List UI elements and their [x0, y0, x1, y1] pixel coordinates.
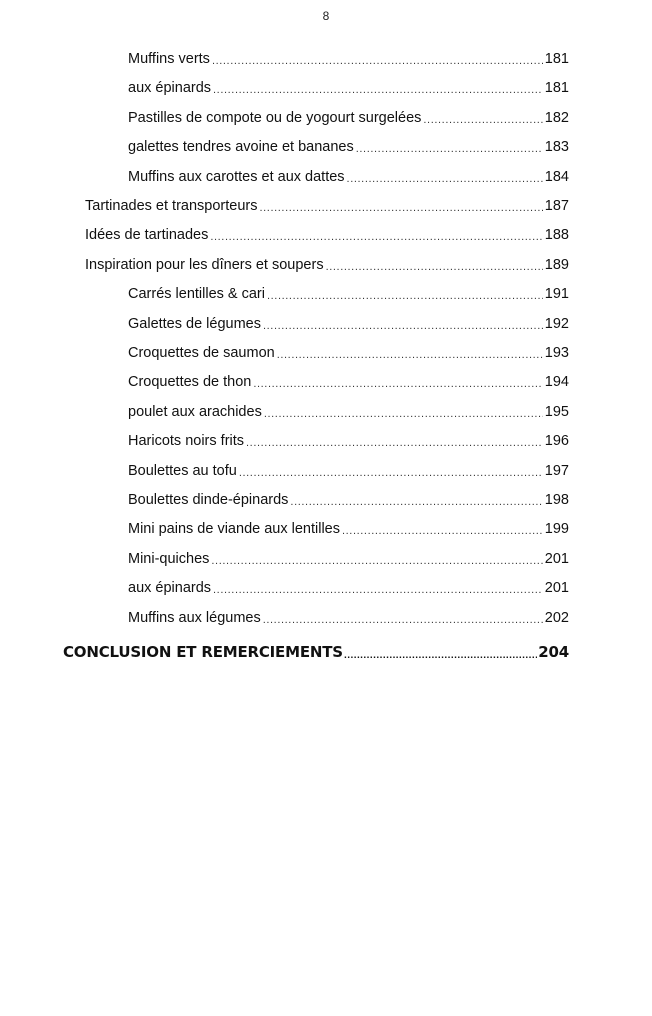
toc-entry-page: 182 [544, 110, 569, 126]
toc-entry-page: 201 [544, 551, 569, 567]
page-number: 8 [322, 9, 330, 23]
dot-leader [347, 171, 543, 187]
toc-entry[interactable] [128, 490, 569, 510]
toc-entry-title: CONCLUSION ET REMERCIEMENTS [63, 643, 343, 661]
dot-leader [213, 82, 543, 98]
dot-leader [210, 229, 542, 245]
dot-leader [253, 376, 542, 392]
dot-leader [344, 649, 537, 663]
toc-entry-title: Pastilles de compote ou de yogourt surgelées [128, 110, 422, 126]
toc-entry[interactable] [128, 608, 569, 628]
dot-leader [267, 288, 543, 304]
toc-entry-page: 196 [544, 433, 569, 449]
toc-entry-title: Boulettes dinde-épinards [128, 492, 289, 508]
dot-leader [326, 259, 543, 275]
toc-entry-title: Muffins verts [128, 51, 210, 67]
toc-entry[interactable] [85, 225, 569, 245]
toc-entry-conclusion[interactable] [63, 641, 569, 663]
toc-entry[interactable] [128, 519, 569, 539]
toc-entry-page: 193 [544, 345, 569, 361]
toc-entry[interactable] [128, 78, 569, 98]
toc-entry[interactable] [128, 284, 569, 304]
toc-entry-page: 197 [544, 463, 569, 479]
toc-entry-title: Boulettes au tofu [128, 463, 237, 479]
toc-entry-page: 204 [538, 643, 569, 661]
dot-leader [342, 523, 543, 539]
toc-entry[interactable] [128, 549, 569, 569]
toc-entry[interactable] [128, 108, 569, 128]
toc-entry-page: 188 [544, 227, 569, 243]
dot-leader [239, 465, 543, 481]
toc-entry-title: Carrés lentilles & cari [128, 286, 265, 302]
toc-entry-page: 181 [544, 51, 569, 67]
toc-entry-title: Idées de tartinades [85, 227, 209, 243]
dot-leader [212, 53, 543, 69]
toc-entry[interactable] [128, 343, 569, 363]
toc-entry-page: 201 [544, 580, 569, 596]
toc-entry-page: 192 [544, 316, 569, 332]
toc-entry-page: 202 [544, 610, 569, 626]
toc-entry-title: aux épinards [128, 580, 212, 596]
toc-entry-title: aux épinards [128, 80, 212, 96]
toc-entry-title: Muffins aux légumes [128, 610, 261, 626]
toc-entry-title: galettes tendres avoine et bananes [128, 139, 354, 155]
dot-leader [277, 347, 543, 363]
toc-entry[interactable] [128, 167, 569, 187]
toc-entry-title: Galettes de légumes [128, 316, 261, 332]
toc-entry-title: Mini pains de viande aux lentilles [128, 521, 340, 537]
dot-leader [423, 112, 542, 128]
toc-entry[interactable] [128, 137, 569, 157]
dot-leader [259, 200, 542, 216]
toc-entry[interactable] [128, 431, 569, 451]
dot-leader [263, 612, 543, 628]
toc-entry-page: 189 [544, 257, 569, 273]
toc-entry[interactable] [85, 255, 569, 275]
toc-entry-title: Mini-quiches [128, 551, 210, 567]
toc-entry-title: Tartinades et transporteurs [85, 198, 258, 214]
toc-entry[interactable] [128, 461, 569, 481]
toc-entry-title: Croquettes de saumon [128, 345, 275, 361]
dot-leader [246, 435, 543, 451]
toc-entry[interactable] [128, 49, 569, 69]
toc-entry[interactable] [85, 196, 569, 216]
dot-leader [263, 318, 543, 334]
toc-entry-title: Haricots noirs frits [128, 433, 245, 449]
dot-leader [213, 582, 543, 598]
toc-entry-title: Inspiration pour les dîners et soupers [85, 257, 324, 273]
toc-entry-page: 187 [544, 198, 569, 214]
dot-leader [264, 406, 543, 422]
toc-entry[interactable] [128, 314, 569, 334]
toc-entry[interactable] [128, 402, 569, 422]
toc-entry-page: 191 [544, 286, 569, 302]
toc-entry-page: 184 [544, 169, 569, 185]
dot-leader [290, 494, 542, 510]
toc-entry-title: Muffins aux carottes et aux dattes [128, 169, 345, 185]
toc-entry-page: 181 [544, 80, 569, 96]
toc-entry[interactable] [128, 578, 569, 598]
toc-entry-page: 183 [544, 139, 569, 155]
toc-entry-title: poulet aux arachides [128, 404, 262, 420]
toc-entry-page: 199 [544, 521, 569, 537]
toc-entry-page: 194 [544, 374, 569, 390]
dot-leader [211, 553, 542, 569]
toc-entry-title: Croquettes de thon [128, 374, 252, 390]
toc-entry-page: 195 [544, 404, 569, 420]
toc-entry-page: 198 [544, 492, 569, 508]
dot-leader [356, 141, 543, 157]
toc-entry[interactable] [128, 372, 569, 392]
